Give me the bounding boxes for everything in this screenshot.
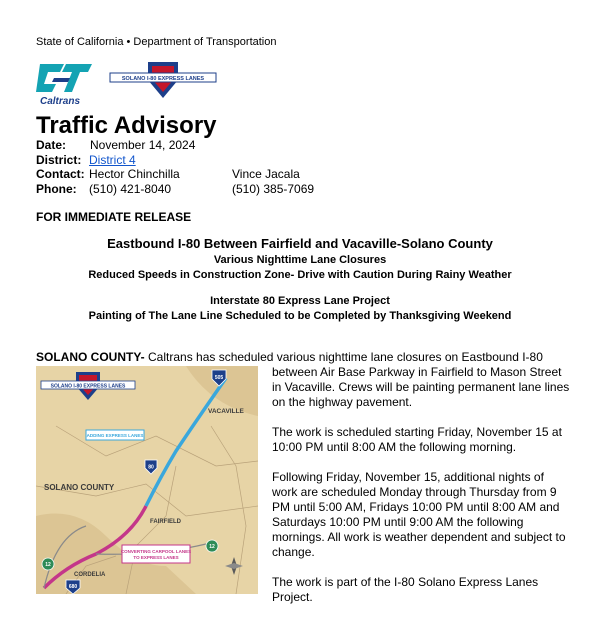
caltrans-wordmark: Caltrans — [40, 96, 81, 107]
phone-row — [36, 182, 314, 197]
shield-12-west-icon — [42, 558, 54, 570]
project-map — [36, 366, 258, 594]
shield-12-label: 12 — [209, 544, 215, 550]
district-link[interactable]: District 4 — [89, 152, 136, 167]
lead-line — [36, 350, 543, 364]
sub-headlines — [20, 253, 580, 283]
district-row — [36, 153, 314, 168]
body-column — [272, 365, 572, 620]
page-title: Traffic Advisory — [36, 112, 217, 139]
date-value: November 14, 2024 — [90, 138, 196, 152]
lead-paragraph: between Air Base Parkway in Fairfield to Mason Street in Vacaville. Crews will be painting permanent lane lines on the highway pavement. — [272, 365, 570, 409]
shield-505-label: 505 — [214, 375, 224, 381]
main-headline: Eastbound I-80 Between Fairfield and Vacaville-Solano County — [107, 236, 493, 251]
agency-line: State of California • Department of Transportation — [36, 36, 277, 48]
shield-80-label: 80 — [148, 464, 154, 471]
adding-callout-text: ADDING EXPRESS LANES — [86, 433, 144, 438]
shield-680-label: 680 — [68, 584, 78, 590]
contact-row — [36, 167, 314, 182]
phone-label: Phone: — [36, 181, 77, 196]
lead-text: Caltrans has scheduled various nighttime lane closures on Eastbound I-80 — [144, 350, 543, 364]
date-label: Date: — [36, 138, 67, 152]
contact-name-1: Hector Chinchilla — [89, 167, 180, 181]
additional-nights-paragraph: Following Friday, November 15, additional nights of work are scheduled Monday through Thursday from 9 PM until 5:00 AM, Fridays 10:00 PM until 8:00 AM and Saturdays 10:00 PM until 9:00 AM the following mornings. All work is weather dependent and subject to change. — [272, 470, 566, 559]
express-logo-text: SOLANO I-80 EXPRESS LANES — [121, 76, 205, 82]
district-label: District: — [36, 152, 82, 167]
shield-12-icon — [206, 540, 218, 552]
solano-express-lanes-logo — [108, 60, 218, 100]
contact-label: Contact: — [36, 167, 85, 181]
schedule-paragraph: The work is scheduled starting Friday, November 15 at 10:00 PM until 8:00 AM the following morning. — [272, 425, 562, 454]
project-paragraph: The work is part of the I-80 Solano Express Lanes Project. — [272, 575, 539, 604]
project-headlines — [20, 294, 580, 324]
sub-headline-2: Reduced Speeds in Construction Zone- Drive with Caution During Rainy Weather — [88, 269, 512, 281]
adding-express-lanes-callout — [86, 430, 144, 440]
dateline: SOLANO COUNTY- — [36, 350, 145, 364]
project-subheadline: Painting of The Lane Line Scheduled to be Completed by Thanksgiving Weekend — [88, 310, 512, 322]
contact-name-2: Vince Jacala — [232, 167, 300, 181]
converting-callout-line-2: TO EXPRESS LANES — [133, 555, 179, 560]
date-row — [36, 138, 314, 153]
map-label-fairfield: FAIRFIELD — [150, 519, 181, 525]
map-label-cordelia: CORDELIA — [74, 572, 106, 578]
map-label-solano-county: SOLANO COUNTY — [44, 483, 115, 492]
converting-carpool-callout — [121, 545, 191, 563]
advisory-meta — [36, 138, 314, 196]
shield-12-west-label: 12 — [45, 562, 51, 568]
map-logo-text: SOLANO I-80 EXPRESS LANES — [50, 383, 126, 390]
release-notice: FOR IMMEDIATE RELEASE — [36, 210, 192, 224]
phone-2: (510) 385-7069 — [232, 181, 315, 196]
project-headline: Interstate 80 Express Lane Project — [210, 295, 390, 307]
converting-callout-line-1: CONVERTING CARPOOL LANES — [120, 549, 192, 554]
map-label-vacaville: VACAVILLE — [208, 408, 244, 415]
phone-1: (510) 421-8040 — [89, 181, 172, 196]
sub-headline-1: Various Nighttime Lane Closures — [213, 254, 387, 266]
